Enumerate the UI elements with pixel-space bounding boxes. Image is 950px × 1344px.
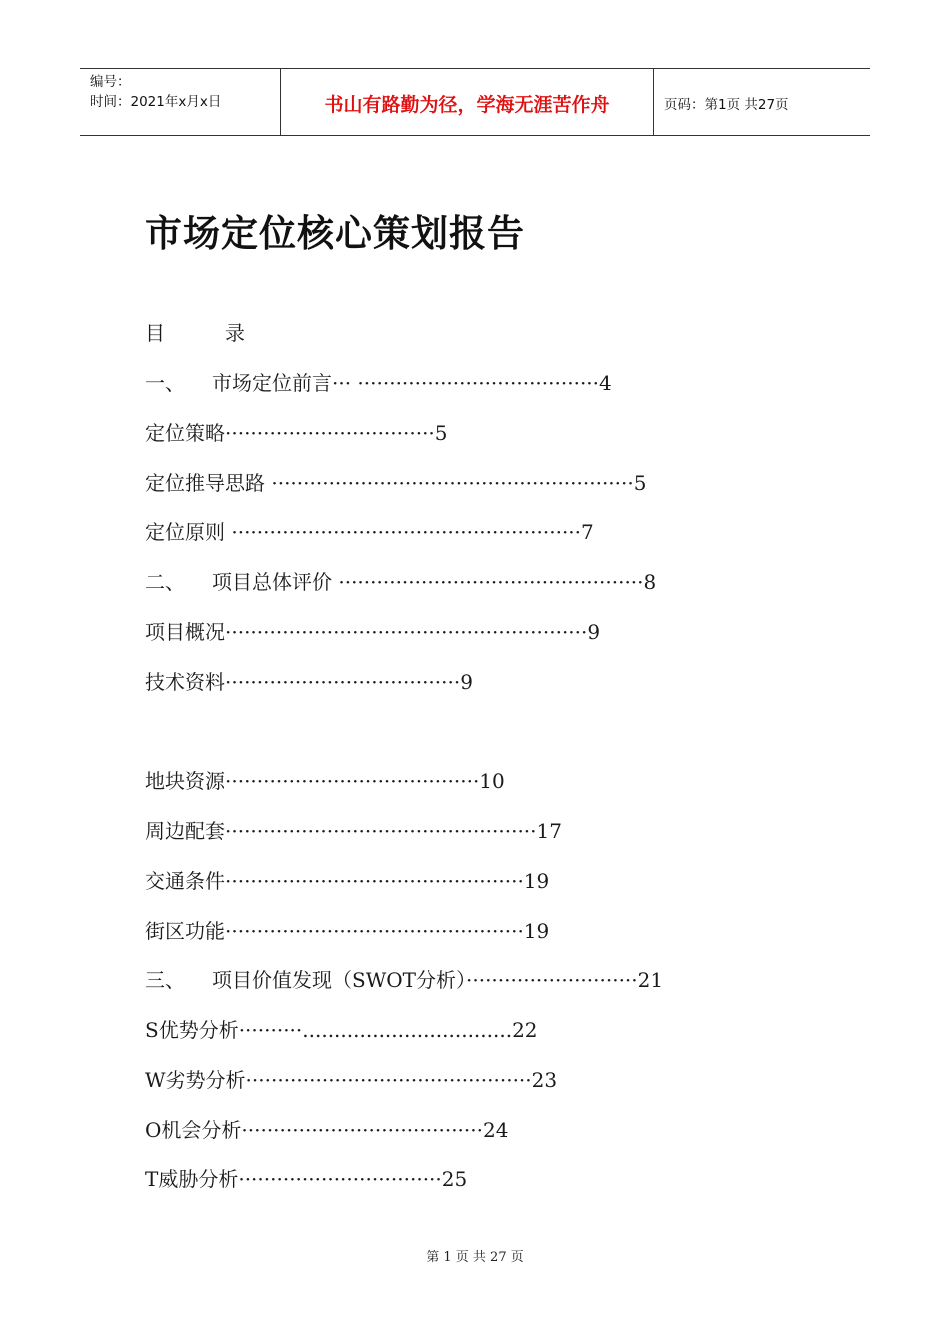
toc-entry: T威胁分析································25 — [145, 1167, 468, 1191]
toc-entry: 地块资源········································10 — [145, 769, 505, 793]
toc-entry — [145, 967, 663, 993]
toc-entry-text: 项目总体评价 ················································8 — [212, 570, 657, 594]
toc-entry: 定位推导思路 ·························································5 — [145, 471, 647, 495]
header-meta — [80, 69, 281, 135]
toc-entry: 周边配套·················································17 — [145, 819, 562, 843]
toc-entry: O机会分析······································24 — [145, 1118, 509, 1142]
toc-entry: S优势分析··········.................................22 — [145, 1018, 538, 1042]
toc-entry: 定位原则 ·······················································7 — [145, 520, 594, 544]
toc-entry — [145, 569, 656, 595]
header-page-info: 页码：第1页 共27页 — [664, 97, 789, 113]
toc-section-number: 一、 — [145, 371, 185, 395]
toc-entry: 技术资料·····································9 — [145, 670, 473, 694]
toc-section-number: 二、 — [145, 570, 185, 594]
toc-entry: 街区功能···············································19 — [145, 919, 550, 943]
toc-entry: 交通条件···············································19 — [145, 869, 550, 893]
code-label: 编号： — [90, 74, 131, 90]
toc-entry: 定位策略·································5 — [145, 421, 448, 445]
toc-entry — [145, 370, 612, 396]
toc-heading: 目 录 — [145, 321, 245, 345]
toc-entry-text: 项目价值发现（SWOT分析）···························21 — [212, 968, 664, 992]
document-title: 市场定位核心策划报告 — [145, 212, 525, 255]
toc-entry: 项目概况·························································9 — [145, 620, 601, 644]
date-label: 时间：2021年x月x日 — [90, 94, 222, 110]
toc-entry-text: 市场定位前言··· ······································4 — [212, 371, 612, 395]
document-header — [80, 68, 870, 136]
toc-entry: W劣势分析·············································23 — [145, 1068, 558, 1092]
toc-section-number: 三、 — [145, 968, 185, 992]
page-footer: 第 1 页 共 27 页 — [426, 1250, 524, 1265]
header-motto: 书山有路勤为径，学海无涯苦作舟 — [281, 69, 654, 135]
